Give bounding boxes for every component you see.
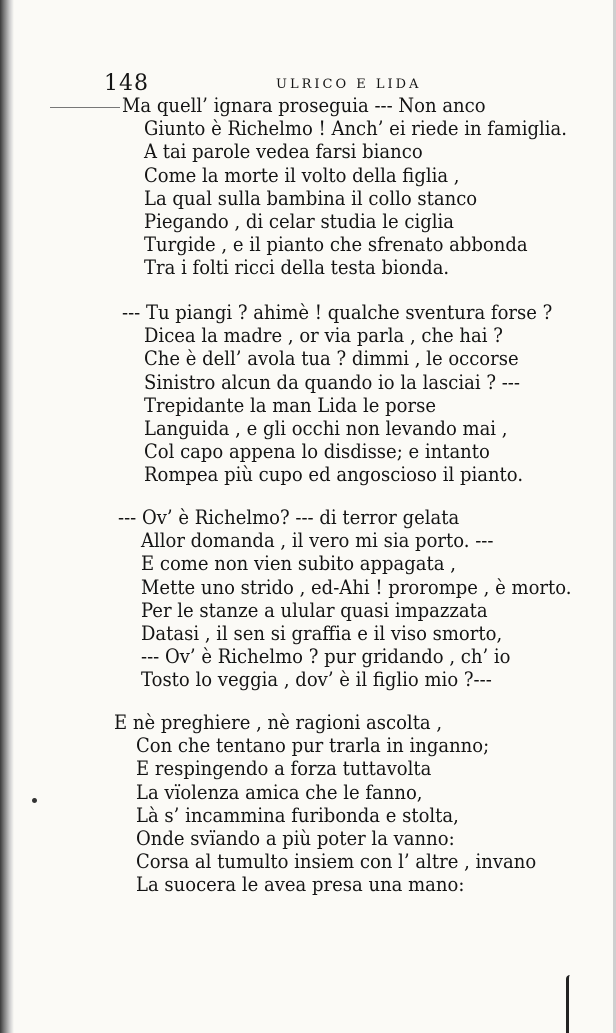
verse-line: La vïolenza amica che le fanno, — [136, 781, 423, 805]
verse-line: Come la morte il volto della figlia , — [144, 164, 460, 188]
verse-line: --- Ov’ è Richelmo? --- di terror gelata — [118, 506, 460, 530]
verse-line: Languida , e gli occhi non levando mai , — [144, 417, 508, 441]
verse-line: Piegando , di celar studia le ciglia — [144, 210, 454, 234]
verse-line: Corsa al tumulto insiem con l’ altre , invano — [136, 851, 537, 874]
verse-line: A tai parole vedea farsi bianco — [144, 141, 423, 164]
verse-line: --- Tu piangi ? ahimè ! qualche sventura forse ? — [122, 301, 553, 325]
verse-line: E come non vien subito appagata , — [141, 553, 456, 576]
verse-line: La qual sulla bambina il collo stanco — [144, 187, 478, 211]
verse-line: Trepidante la man Lida le porse — [144, 394, 436, 418]
margin-dot — [32, 798, 37, 803]
book-gutter-shadow — [0, 0, 14, 1033]
verse-line: E nè preghiere , nè ragioni ascolta , — [114, 711, 443, 735]
verse-line: Rompea più cupo ed angoscioso il pianto. — [144, 464, 524, 487]
verse-line: E respingendo a forza tuttavolta — [136, 758, 432, 781]
verse-line: Tra i folti ricci della testa bionda. — [144, 257, 450, 280]
verse-line: Giunto è Richelmo ! Anch’ ei riede in famiglia. — [144, 118, 567, 141]
verse-line: Per le stanze a ulular quasi impazzata — [141, 599, 488, 623]
verse-line: Datasi , il sen si graffia e il viso smorto, — [141, 622, 503, 646]
verse-line: Con che tentano pur trarla in inganno; — [136, 735, 490, 758]
verse-line: Col capo appena lo disdisse; e intanto — [144, 441, 490, 464]
verse-line: Turgide , e il pianto che sfrenato abbonda — [144, 234, 528, 257]
verse-line: Tosto lo veggia , dov’ è il figlio mio ?--- — [141, 669, 492, 692]
verse-line: Dicea la madre , or via parla , che hai ? — [144, 325, 503, 348]
verse-line: Ma quell’ ignara proseguia --- Non anco — [122, 94, 486, 118]
verse-line: --- Ov’ è Richelmo ? pur gridando , ch’ io — [141, 646, 511, 669]
running-title: ULRICO E LIDA — [276, 77, 422, 92]
verse-line: La suocera le avea presa una mano: — [136, 874, 465, 897]
margin-pencil-mark — [50, 107, 120, 108]
page-edge-mark — [566, 975, 577, 1033]
verse-line: Allor domanda , il vero mi sia porto. --- — [141, 530, 494, 553]
verse-line: Sinistro alcun da quando io la lasciai ? --- — [144, 371, 520, 395]
verse-line: Onde svïando a più poter la vanno: — [136, 827, 455, 851]
verse-line: Che è dell’ avola tua ? dimmi , le occorse — [144, 348, 519, 371]
verse-line: Mette uno strido , ed-Ahi ! prorompe , è morto. — [141, 576, 572, 600]
verse-line: Là s’ incammina furibonda e stolta, — [136, 804, 459, 828]
page-number: 148 — [104, 71, 149, 96]
